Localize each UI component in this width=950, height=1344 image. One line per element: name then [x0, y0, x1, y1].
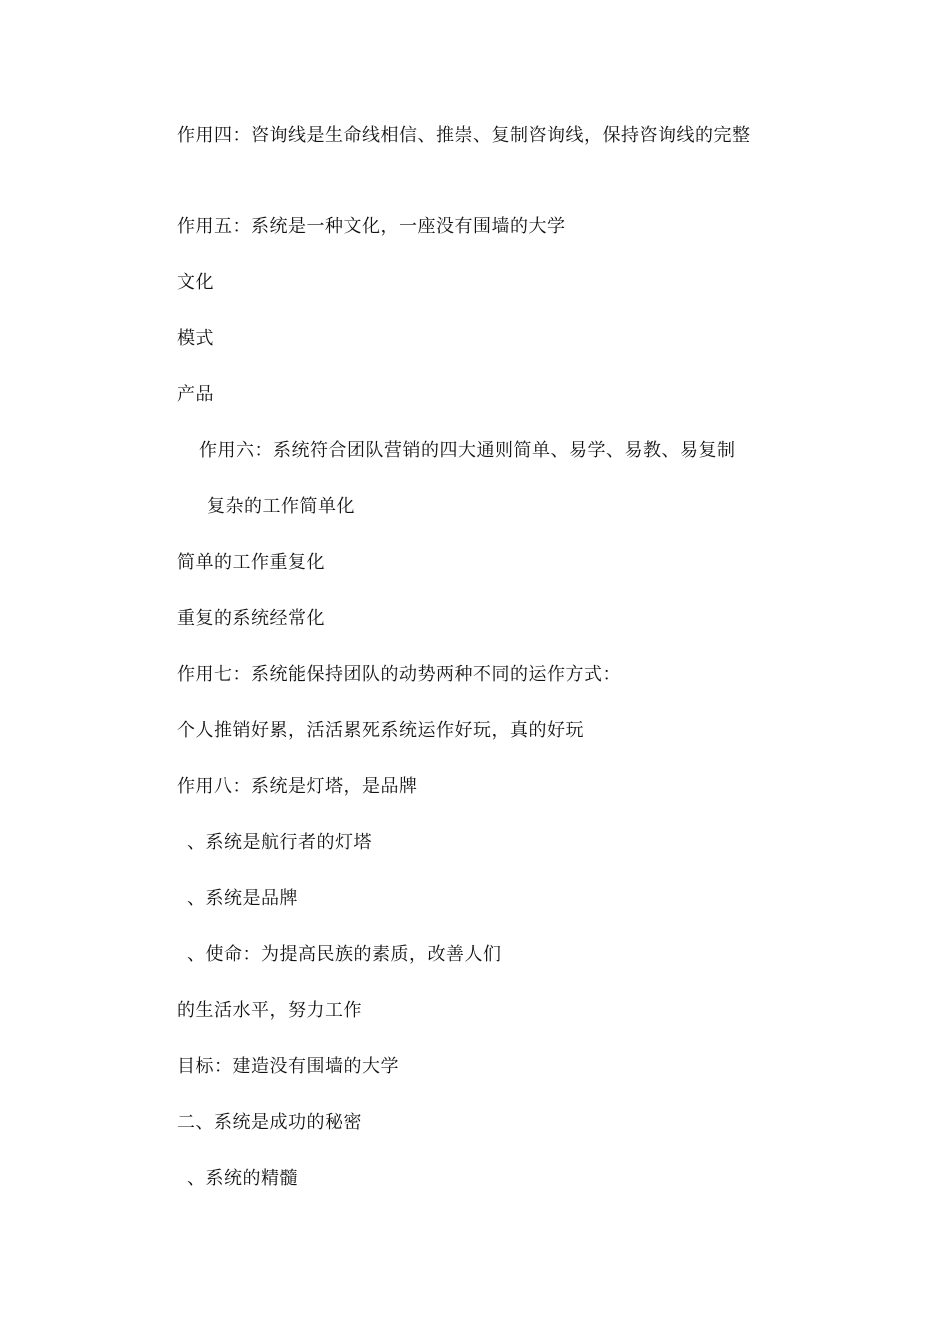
- text-line-section-two: 二、系统是成功的秘密: [177, 1112, 362, 1133]
- text-line-role-six: 作用六：系统符合团队营销的四大通则简单、易学、易教、易复制: [199, 440, 736, 461]
- text-line-mission-cont: 的生活水平，努力工作: [177, 1000, 362, 1021]
- text-line-role-four: 作用四：咨询线是生命线相信、推崇、复制咨询线，保持咨询线的完整: [177, 125, 751, 146]
- text-line-role-five: 作用五：系统是一种文化，一座没有围墙的大学: [177, 216, 566, 237]
- text-line-model: 模式: [177, 328, 214, 349]
- text-line-culture: 文化: [177, 272, 214, 293]
- text-line-two-modes: 个人推销好累，活活累死系统运作好玩，真的好玩: [177, 720, 584, 741]
- text-line-regularize: 重复的系统经常化: [177, 608, 325, 629]
- text-line-role-eight: 作用八：系统是灯塔，是品牌: [177, 776, 418, 797]
- text-line-goal: 目标：建造没有围墙的大学: [177, 1056, 399, 1077]
- text-line-brand: 、系统是品牌: [187, 888, 298, 909]
- text-line-simplify: 复杂的工作简单化: [207, 496, 355, 517]
- text-line-lighthouse: 、系统是航行者的灯塔: [187, 832, 372, 853]
- text-line-role-seven: 作用七：系统能保持团队的动势两种不同的运作方式：: [177, 664, 621, 685]
- text-line-repeat: 简单的工作重复化: [177, 552, 325, 573]
- text-line-product: 产品: [177, 384, 214, 405]
- text-line-mission: 、使命：为提高民族的素质，改善人们: [187, 944, 502, 965]
- text-line-essence: 、系统的精髓: [187, 1168, 298, 1189]
